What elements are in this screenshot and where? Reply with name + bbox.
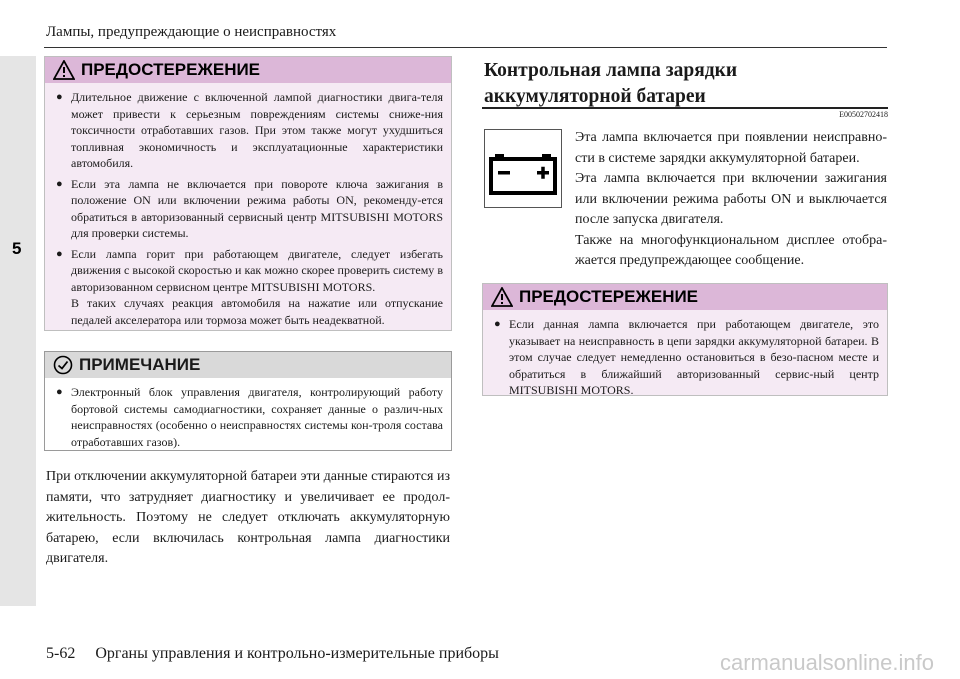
warning-triangle-icon <box>53 60 75 80</box>
note-check-icon <box>53 355 73 375</box>
warning-box-right <box>482 283 888 396</box>
section-text-line: Эта лампа включается при включении зажигания или включении режима работы ON и выключается после запуска двигателя. <box>575 171 887 227</box>
warning-item-extra: В таких случаях реакция автомобиля на нажатие или отпускание педалей акселератора или тормоза может быть неадекватной. <box>71 296 443 327</box>
section-title: Контрольная лампа зарядки аккумуляторной батареи <box>484 60 738 107</box>
warning-item-text: Если лампа горит при работающем двигателе, следует избегать движения с высокой скоростью и как можно скорее проверить систему в авторизованном сервисном центре MITSUBISHI MOTORS. <box>71 246 443 294</box>
note-heading: ПРИМЕЧАНИЕ <box>79 355 201 374</box>
note-item: ● Электронный блок управления двигателя, контролирующий работу бортовой системы самодиагностики, сохраняет данные о различ-ных неисправностях (особенно о неисправностях системы кон-троля состава отработавших газов). <box>71 384 443 450</box>
chapter-side-tab <box>0 56 36 606</box>
page-number: 5-62 <box>46 645 76 662</box>
warning-heading: ПРЕДОСТЕРЕЖЕНИЕ <box>519 287 699 306</box>
warning-item: ● Длительное движение с включенной лампой диагностики двига-теля может привести к серьезным повреждениям системы сниже-ния токсичности отработавших газов. При этом также могут ухудшиться топливная экономичность и эксплуатационные характеристики автомобиля. <box>71 89 443 172</box>
warning-header <box>483 284 887 310</box>
page-header-title: Лампы, предупреждающие о неисправностях <box>46 24 337 40</box>
warning-item: ● Если эта лампа не включается при повороте ключа зажигания в положение ON или включении режима работы ON, рекоменду-ется обратиться в авторизованный сервисный центр MITSUBISHI MOTORS для проверки системы. <box>71 176 443 242</box>
warning-item: ● Если данная лампа включается при работающем двигателе, это указывает на неисправность в цепи зарядки аккумуляторной батареи. В этом случае следует немедленно остановиться в безо-пасном месте и обратиться в ближайший авторизованный сервис-ный центр MITSUBISHI MOTORS. <box>509 316 879 399</box>
left-paragraph: При отключении аккумуляторной батареи эти данные стираются из памяти, что затрудняет диагностику и увеличивает ее продол-жительность. Поэтому не следует отключать аккумуляторную батарею, если включилась контрольная лампа диагностики двигателя. <box>46 469 450 566</box>
section-code: E00502702418 <box>839 110 888 119</box>
battery-icon-frame <box>484 129 562 208</box>
warning-box-left <box>44 56 452 331</box>
warning-triangle-icon <box>491 287 513 307</box>
chapter-number: 5 <box>12 239 22 258</box>
footer-chapter-title: Органы управления и контрольно-измерительные приборы <box>95 645 499 662</box>
section-divider <box>482 107 888 109</box>
header-divider <box>44 47 887 48</box>
section-text-line: Также на многофункциональном дисплее отобра-жается предупреждающее сообщение. <box>575 232 887 268</box>
note-box <box>44 351 452 451</box>
section-text-line: Эта лампа включается при появлении неисправно-сти в системе зарядки аккумуляторной батареи. <box>575 130 887 166</box>
note-header <box>45 352 451 378</box>
section-text <box>575 128 887 272</box>
warning-header <box>45 57 451 83</box>
watermark: carmanualsonline.info <box>719 650 934 675</box>
warning-item <box>71 246 443 329</box>
battery-icon <box>485 130 561 207</box>
warning-heading: ПРЕДОСТЕРЕЖЕНИЕ <box>81 60 261 79</box>
page-footer <box>46 645 499 663</box>
